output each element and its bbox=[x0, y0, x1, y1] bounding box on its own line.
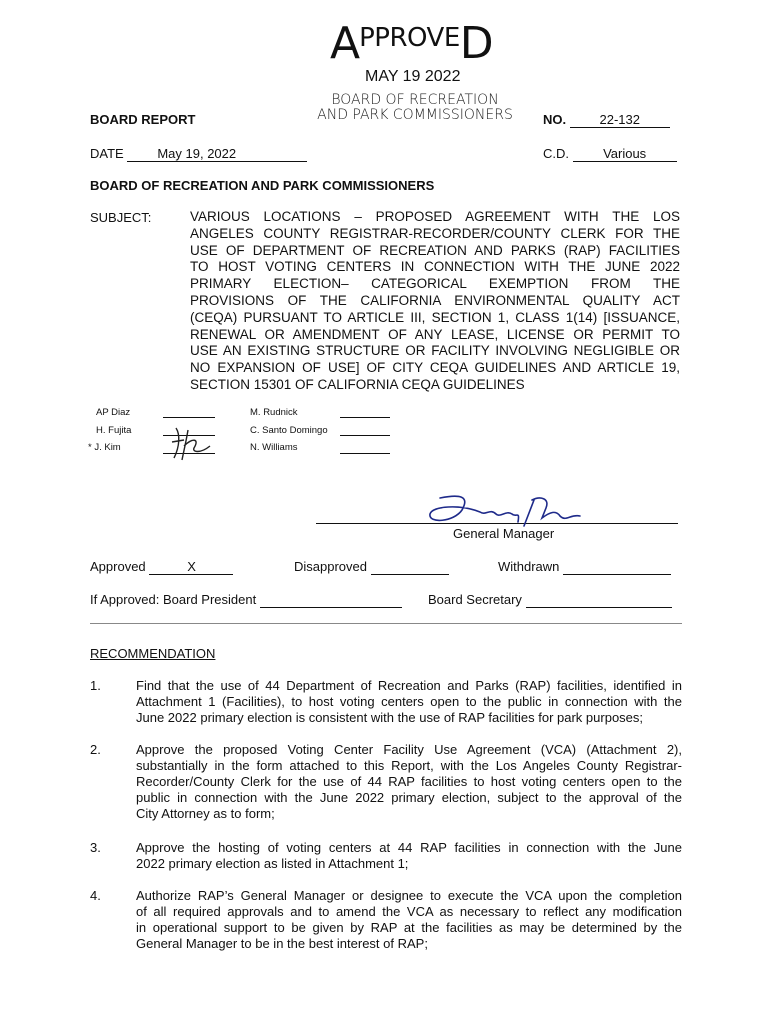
recommendation-line: Approve the hosting of voting centers at 44 RAP facilities in connection with the June bbox=[136, 840, 682, 855]
report-number bbox=[543, 112, 670, 128]
approved-mark: X bbox=[149, 560, 233, 575]
initial-line-diaz bbox=[163, 417, 215, 418]
stamp-board-line2: AND PARK COMMISSIONERS bbox=[317, 107, 513, 123]
stamp-date: MAY 19 2022 bbox=[365, 68, 461, 85]
initial-name-williams: N. Williams bbox=[250, 442, 298, 453]
subject-line: USE AN EXISTING STRUCTURE OR FACILITY INVOLVING NEGLIGIBLE OR bbox=[190, 343, 680, 359]
stamp-letter-d: D bbox=[459, 18, 493, 69]
recommendation-line: Recorder/County Clerk for the use of 44 RAP facilities to host voting centers open to the bbox=[136, 774, 682, 789]
report-number-value: 22-132 bbox=[570, 113, 670, 128]
recommendation-text bbox=[136, 678, 682, 726]
initial-line-santo-domingo bbox=[340, 435, 390, 436]
recommendation-line: Approve the proposed Voting Center Facility Use Agreement (VCA) (Attachment 2), bbox=[136, 742, 682, 757]
initial-line-williams bbox=[340, 453, 390, 454]
recommendation-number: 4. bbox=[90, 888, 101, 903]
stamp-letters-mid: PPROVE bbox=[359, 23, 460, 53]
report-number-label: NO. bbox=[543, 112, 567, 127]
recommendation-number: 2. bbox=[90, 742, 101, 757]
withdrawn-line bbox=[563, 560, 671, 575]
subject-line: PROVISIONS OF THE CALIFORNIA ENVIRONMENTAL QUALITY ACT bbox=[190, 292, 680, 308]
recommendation-line: Find that the use of 44 Department of Recreation and Parks (RAP) facilities, identified in bbox=[136, 678, 682, 693]
report-date-label: DATE bbox=[90, 146, 124, 161]
board-secretary-field bbox=[428, 592, 672, 608]
approved-label: Approved bbox=[90, 559, 146, 574]
subject-line: ANGELES COUNTY REGISTRAR-RECORDER/COUNTY CLERK FOR THE bbox=[190, 225, 680, 241]
section-divider bbox=[90, 623, 682, 624]
recommendation-line: public in connection with the June 2022 primary election, subject to the approval of the bbox=[136, 790, 682, 805]
recommendation-line: June 2022 primary election is consistent with the use of RAP facilities for park purposes; bbox=[136, 710, 644, 725]
recommendation-line: of all required approvals and to amend the VCA as necessary to reflect any modification bbox=[136, 904, 682, 919]
initial-line-rudnick bbox=[340, 417, 390, 418]
recommendation-number: 1. bbox=[90, 678, 101, 693]
initial-name-kim: * J. Kim bbox=[88, 442, 121, 453]
subject-text bbox=[190, 209, 680, 394]
council-district-label: C.D. bbox=[543, 146, 569, 161]
board-president-line bbox=[260, 593, 402, 608]
board-secretary-label: Board Secretary bbox=[428, 592, 522, 607]
recommendation-line: Attachment 1 (Facilities), to host voting centers open to the public in connection with the bbox=[136, 694, 682, 709]
initial-name-santo-domingo: C. Santo Domingo bbox=[250, 425, 328, 436]
board-secretary-line bbox=[526, 593, 672, 608]
report-date-value: May 19, 2022 bbox=[127, 147, 307, 162]
board-president-label: If Approved: Board President bbox=[90, 592, 257, 607]
recommendation-line: City Attorney as to form; bbox=[136, 806, 275, 821]
disapproved-label: Disapproved bbox=[294, 559, 367, 574]
general-manager-title: General Manager bbox=[453, 526, 555, 541]
subject-line: USE OF DEPARTMENT OF RECREATION AND PARKS (RAP) FACILITIES bbox=[190, 242, 680, 258]
disapproved-line bbox=[371, 560, 449, 575]
initial-name-rudnick: M. Rudnick bbox=[250, 407, 298, 418]
subject-label: SUBJECT: bbox=[90, 210, 152, 225]
stamp-board-name bbox=[300, 93, 530, 123]
council-district bbox=[543, 146, 677, 162]
initial-name-fujita: H. Fujita bbox=[96, 425, 132, 436]
subject-line: TO HOST VOTING CENTERS IN CONNECTION WITH THE JUNE 2022 bbox=[190, 259, 680, 275]
recommendation-line: in operational support to be given by RAP at the facilities as may be determined by the bbox=[136, 920, 682, 935]
recommendation-text bbox=[136, 840, 682, 872]
stamp-letter-a: A bbox=[330, 18, 360, 69]
withdrawn-label: Withdrawn bbox=[498, 559, 560, 574]
board-report-label: BOARD REPORT bbox=[90, 112, 196, 127]
disapproved-field bbox=[294, 559, 449, 575]
board-president-field bbox=[90, 592, 402, 608]
council-district-value: Various bbox=[573, 147, 677, 162]
withdrawn-field bbox=[498, 559, 671, 575]
recommendation-line: 2022 primary election as listed in Attachment 1; bbox=[136, 856, 409, 871]
recommendation-line: Authorize RAP’s General Manager or designee to execute the VCA upon the completion bbox=[136, 888, 682, 903]
subject-line: NO EXPANSION OF USE] OF CITY CEQA GUIDELINES AND ARTICLE 19, bbox=[190, 360, 680, 376]
subject-line: (CEQA) PURSUANT TO ARTICLE III, SECTION 1, CLASS 1(14) [ISSUANCE, bbox=[190, 309, 680, 325]
recommendation-text bbox=[136, 888, 682, 952]
approved-field bbox=[90, 559, 233, 575]
subject-line: VARIOUS LOCATIONS – PROPOSED AGREEMENT WITH THE LOS bbox=[190, 209, 680, 224]
stamp-board-line1: BOARD OF RECREATION bbox=[331, 92, 499, 108]
report-date bbox=[90, 146, 307, 162]
recommendation-number: 3. bbox=[90, 840, 101, 855]
initials-signature-icon bbox=[166, 424, 218, 464]
subject-line: PRIMARY ELECTION– CATEGORICAL EXEMPTION FROM THE bbox=[190, 276, 680, 292]
recommendation-line: General Manager to be in the best interest of RAP; bbox=[136, 936, 428, 951]
initial-name-diaz: AP Diaz bbox=[96, 407, 131, 418]
subject-line: SECTION 15301 OF CALIFORNIA CEQA GUIDELINES bbox=[190, 376, 525, 392]
approved-stamp bbox=[330, 18, 493, 69]
recommendation-text bbox=[136, 742, 682, 822]
recommendation-line: substantially in the form attached to this Report, with the Los Angeles County Registrar- bbox=[136, 758, 682, 773]
recommendation-heading: RECOMMENDATION bbox=[90, 646, 216, 661]
subject-line: RENEWAL OR AMENDMENT OF ANY LEASE, LICENSE OR PERMIT TO bbox=[190, 326, 680, 342]
board-title: BOARD OF RECREATION AND PARK COMMISSIONERS bbox=[90, 178, 435, 193]
